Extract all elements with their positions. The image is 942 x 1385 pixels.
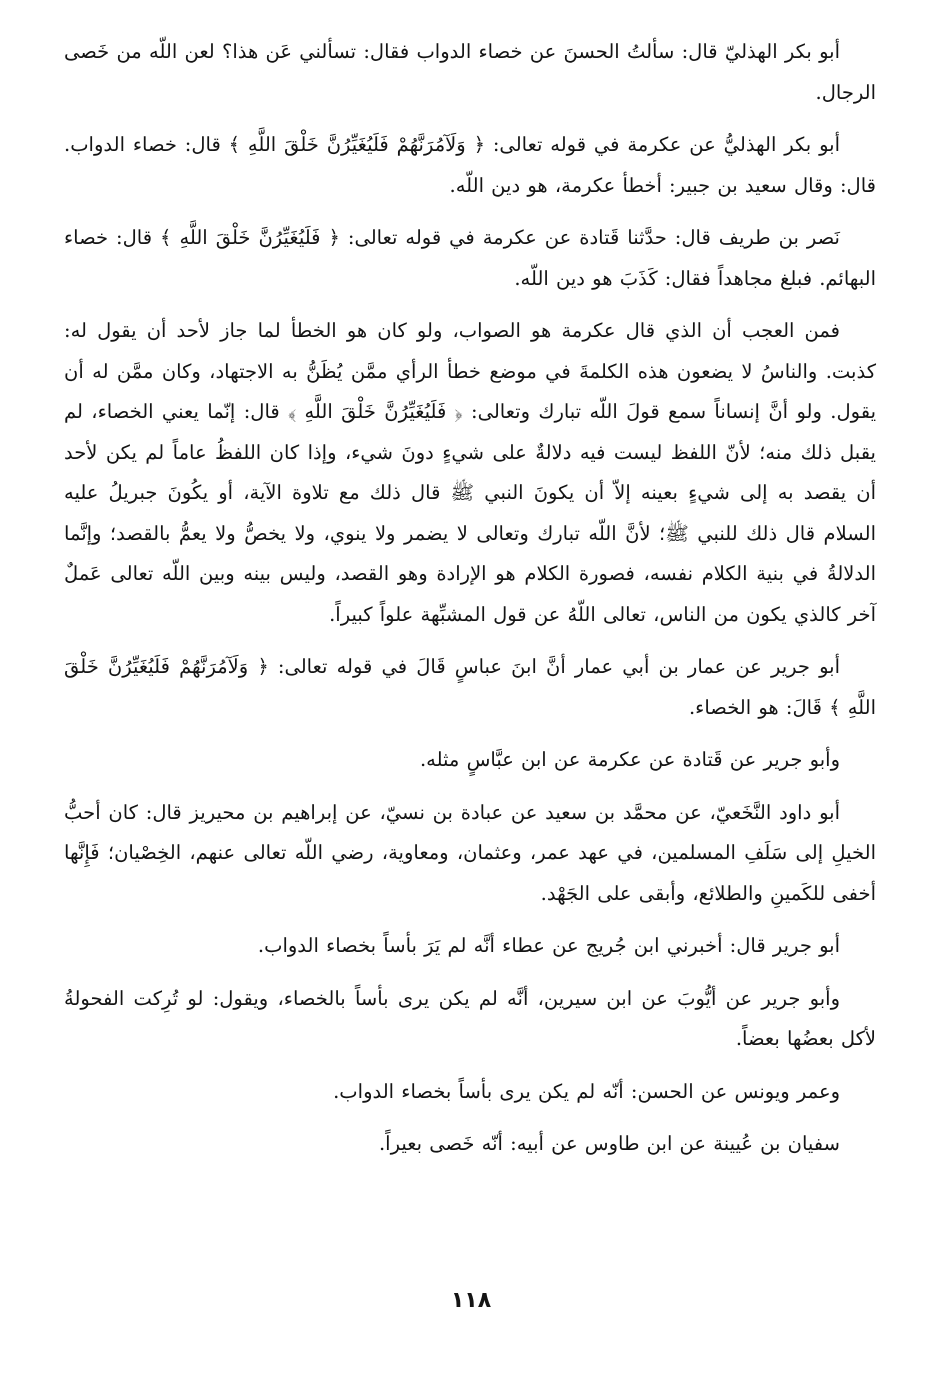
paragraph: أبو داود النَّخَعيّ، عن محمَّد بن سعيد عن عبادة بن نسيّ، عن إبراهيم بن محيريز قال: كان أحبُّ الخيلِ إلى سَلَفِ المسلمين، في عهد عمر، وعثمان، ومعاوية، رضي اللّه تعالى عنهم، الخِصْيان؛ فَإِنَّها أخفى للكَمينِ والطلائع، وأبقى على الجَهْد. [64, 800, 876, 905]
paragraph: فمن العجب أن الذي قال عكرمة هو الصواب، ولو كان هو الخطأ لما جاز لأحد أن يقول له: كذبت. والناسُ لا يضعون هذه الكلمةَ في موضع خطأ الرأي ممَّن يُظَنُّ به الاجتهاد، وكان ممَّن له أن يقول. ولو أنَّ إنساناً سمع قولَ اللّه تبارك وتعالى: ﴿ فَلَيُغَيِّرُنَّ خَلْقَ اللَّهِ ﴾ قال: إنّما يعني الخصاء، لم يقبل ذلك منه؛ لأنّ اللفظ ليست فيه دلالةٌ على شيءٍ دونَ شيء، وإذا كان اللفظُ عاماً لم يكن لأحد أن يقصد به إلى شيءٍ بعينه إلاّ أن يكونَ النبي ﷺ قال ذلك مع تلاوة الآية، أو يكُونَ جبريلُ عليه السلام قال ذلك للنبي ﷺ؛ لأنَّ اللّه تبارك وتعالى لا يضمر ولا ينوي، ولا يخصُّ ولا يعمُّ بالقصد؛ وإنَّما الدلالةُ في بنية الكلام نفسه، فصورة الكلام هو الإرادة وهو القصد، وليس بينه وبين اللّه تعالى عَملٌ آخر كالذي يكون من الناس، تعالى اللّهُ عن قول المشبِّهة علواً كبيراً. [64, 319, 876, 626]
paragraph: وأبو جرير عن قَتادة عن عكرمة عن ابن عبَّاسٍ مثله. [419, 748, 840, 771]
paragraph: أبو جرير عن عمار بن أبي عمار أنَّ ابنَ عباسٍ قَالَ في قوله تعالى: ﴿ وَلَآمُرَنَّهُمْ فَلَيُغَيِّرُنَّ خَلْقَ اللَّهِ ﴾ قَالَ: هو الخصاء. [64, 655, 876, 719]
paragraph: نَصر بن طريف قال: حدَّثنا قَتادة عن عكرمة في قوله تعالى: ﴿ فَلَيُغَيِّرُنَّ خَلْقَ اللَّهِ ﴾ قال: خصاء البهائم. فبلغ مجاهداً فقال: كَذَبَ هو دين اللّه. [64, 226, 876, 290]
paragraph: أبو بكر الهذليّ قال: سألتُ الحسنَ عن خصاء الدواب فقال: تسألني عَن هذا؟ لعن اللّه من خَصى الرجال. [64, 40, 876, 104]
page-body [64, 32, 876, 1177]
page-number: ١١٨ [450, 1288, 492, 1313]
paragraph: وأبو جرير عن أيُّوبَ عن ابن سيرين، أنَّه لم يكن يرى بأساً بالخصاء، ويقول: لو تُرِكت الفحولةُ لأكل بعضُها بعضاً. [64, 986, 876, 1050]
paragraph: سفيان بن عُيينة عن ابن طاوس عن أبيه: أنّه خَصى بعيراً. [378, 1132, 840, 1155]
paragraph: وعمر ويونس عن الحسن: أنّه لم يكن يرى بأساً بخصاء الدواب. [333, 1079, 840, 1103]
paragraph: أبو بكر الهذليُّ عن عكرمة في قوله تعالى: ﴿ وَلَآمُرَنَّهُمْ فَلَيُغَيِّرُنَّ خَلْقَ اللَّهِ ﴾ قال: خصاء الدواب. قال: وقال سعيد بن جبير: أخطأ عكرمة، هو دين اللّه. [64, 133, 876, 197]
paragraph: أبو جرير قال: أخبرني ابن جُريج عن عطاء أنَّه لم يَرَ بأساً بخصاء الدواب. [257, 934, 840, 957]
